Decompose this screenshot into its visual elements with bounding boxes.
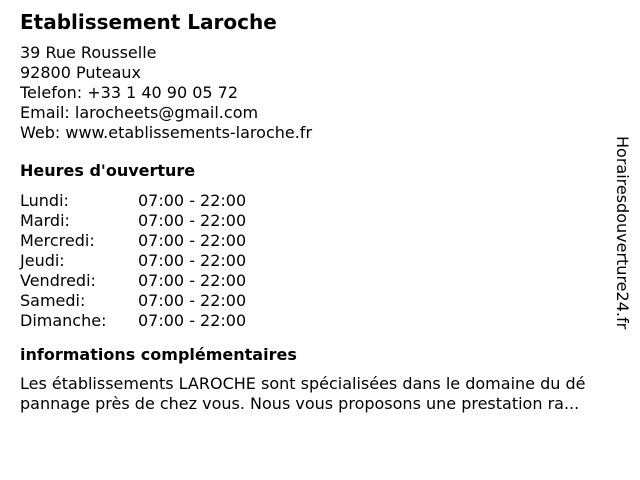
hours-row-samedi (20, 291, 628, 311)
hours-heading: Heures d'ouverture (20, 161, 196, 180)
web-text: Web: www.etablissements-laroche.fr (20, 123, 313, 142)
hours-time: 07:00 - 22:00 (138, 231, 247, 250)
hours-day: Mardi: (20, 211, 70, 230)
address-city: 92800 Puteaux (20, 63, 142, 82)
hours-row-mardi (20, 211, 628, 231)
hours-time: 07:00 - 22:00 (138, 271, 247, 290)
hours-day: Mercredi: (20, 231, 95, 250)
email-text: Email: larocheets@gmail.com (20, 103, 259, 122)
info-heading: informations complémentaires (20, 345, 297, 364)
hours-row-lundi (20, 191, 628, 211)
info-line-1: Les établissements LAROCHE sont spécialisées dans le domaine du dé (20, 374, 586, 393)
hours-day: Samedi: (20, 291, 86, 310)
hours-row-jeudi (20, 251, 628, 271)
hours-day: Vendredi: (20, 271, 96, 290)
hours-time: 07:00 - 22:00 (138, 191, 247, 210)
hours-time: 07:00 - 22:00 (138, 291, 247, 310)
business-name: Etablissement Laroche (20, 10, 277, 34)
hours-row-vendredi (20, 271, 628, 291)
site-watermark: Horairesdouverture24.fr (613, 136, 632, 330)
contact-block (20, 43, 628, 143)
hours-row-mercredi (20, 231, 628, 251)
hours-row-dimanche (20, 311, 628, 331)
hours-day: Jeudi: (20, 251, 65, 270)
hours-time: 07:00 - 22:00 (138, 251, 247, 270)
hours-day: Lundi: (20, 191, 69, 210)
hours-time: 07:00 - 22:00 (138, 211, 247, 230)
info-line-2: pannage près de chez vous. Nous vous proposons une prestation ra... (20, 394, 580, 413)
phone-text: Telefon: +33 1 40 90 05 72 (20, 83, 239, 102)
address-street: 39 Rue Rousselle (20, 43, 157, 62)
hours-time: 07:00 - 22:00 (138, 311, 247, 330)
hours-table (20, 191, 628, 331)
info-description (20, 374, 630, 414)
hours-day: Dimanche: (20, 311, 107, 330)
business-card (20, 9, 628, 414)
